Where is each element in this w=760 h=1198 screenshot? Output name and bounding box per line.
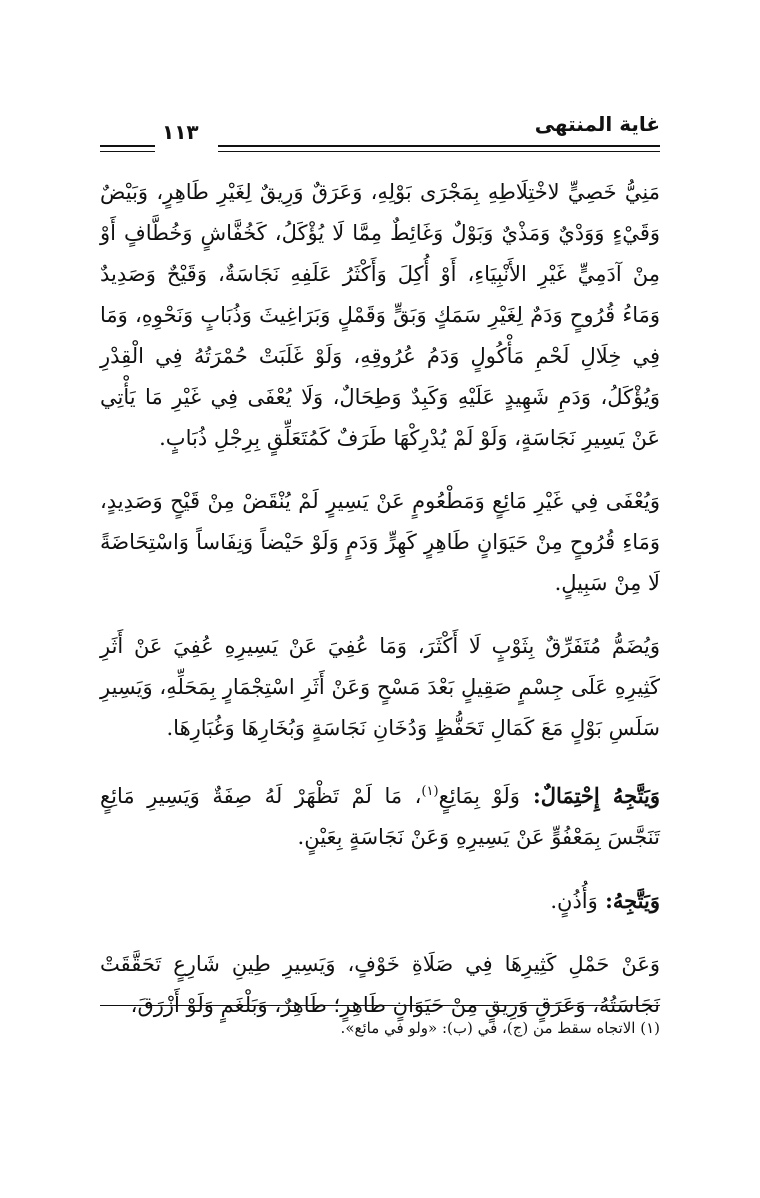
paragraph — [100, 880, 660, 922]
footnote-marker: (١) — [421, 784, 439, 799]
paragraph — [100, 771, 660, 858]
text-run: وَيُضَمُّ مُتَفَرِّقٌ بِثَوْبٍ لَا أَكْثَرَ، وَمَا عُفِيَ عَنْ يَسِيرِهِ عُفِيَ عَنْ أَثَرِ كَثِيرِهِ عَلَى جِسْمٍ صَقِيلٍ بَعْدَ مَسْحٍ وَعَنْ أَثَرِ اسْتِجْمَارٍ بِمَحَلِّهِ، وَيَسِيرِ سَلَسِ بَوْلٍ مَعَ كَمَالِ تَحَفُّظٍ وَدُخَانِ نَجَاسَةٍ وَبُخَارِهَا وَغُبَارِهَا. — [100, 634, 660, 740]
book-title: غاية المنتهى — [534, 112, 660, 136]
text-run: وَلَوْ بِمَائِعٍ — [438, 784, 520, 808]
header-rule-left-bottom — [100, 151, 155, 152]
footnote-rule — [100, 1005, 660, 1006]
paragraph — [100, 944, 660, 1026]
paragraph — [100, 172, 660, 459]
paragraph — [100, 626, 660, 749]
text-run: وَعَنْ حَمْلِ كَثِيرِهَا فِي صَلَاةِ خَوْفٍ، وَيَسِيرِ طِينِ شَارِعٍ تَحَقَّقَتْ نَجَاسَتُهُ، وَعَرَقٍ وَرِيقٍ مِنْ حَيَوَانٍ طَاهِرٍ؛ طَاهِرٌ، وَبَلْغَمٍ وَلَوْ أَزْرَقَ، — [100, 952, 660, 1017]
main-text — [100, 172, 660, 1048]
header-rule-right-top — [218, 145, 660, 147]
header-rule-left-top — [100, 145, 155, 147]
text-run: ، مَا لَمْ تَظْهَرْ لَهُ صِفَةٌ وَيَسِيرِ مَائِعٍ تَنَجَّسَ بِمَعْفُوٍّ عَنْ يَسِيرِهِ وَعَنْ نَجَاسَةٍ بِعَيْنٍ. — [100, 784, 660, 849]
footnote: (١) الاتجاه سقط من (ج)، في (ب): «ولو في مائع». — [340, 1019, 660, 1037]
paragraph — [100, 481, 660, 604]
text-run: وَأُذُنٍ. — [550, 889, 598, 913]
bold-heading-run: وَيَتَّجِهُ إِحْتِمَالٌ: — [519, 783, 661, 808]
bold-heading-run: وَيَتَّجِهُ: — [597, 888, 660, 913]
header-rule-right-bottom — [218, 151, 660, 152]
text-run: مَنِيُّ خَصِيٍّ لاخْتِلَاطِهِ بِمَجْرَى بَوْلِهِ، وَعَرَقٌ وَرِيقٌ لِغَيْرِ طَاهِرٍ، وَبَيْضٌ وَقَيْءٍ وَوَدْيٌ وَمَذْيٌ وَبَوْلٌ وَغَائِطٌ مِمَّا لَا يُؤْكَلُ، كَخُفَّاشٍ وَخُطَّافٍ أَوْ مِنْ آدَمِيٍّ غَيْرِ الأَنْبِيَاءِ، أَوْ أُكِلَ وَأَكْثَرُ عَلَفِهِ نَجَاسَةٌ، وَقَيْحٌ وَصَدِيدٌ وَمَاءُ قُرُوحٍ وَدَمٌ لِغَيْرِ سَمَكٍ وَبَقٍّ وَقَمْلٍ وَبَرَاغِيثَ وَذُبَابٍ وَنَحْوِهِ، وَمَا فِي خِلَالِ لَحْمِ مَأْكُولٍ وَدَمُ عُرُوقِهِ، وَلَوْ غَلَبَتْ حُمْرَتُهُ فِي الْقِدْرِ وَيُؤْكَلُ، وَدَمِ شَهِيدٍ عَلَيْهِ وَكَبِدٌ وَطِحَالٌ، وَلَا يُعْفَى فِي غَيْرِ مَا يَأْتِي عَنْ يَسِيرِ نَجَاسَةٍ، وَلَوْ لَمْ يُدْرِكْهَا طَرَفٌ كَمُتَعَلِّقٍ بِرِجْلِ ذُبَابٍ. — [100, 180, 660, 450]
text-run: وَيُعْفَى فِي غَيْرِ مَائِعٍ وَمَطْعُومٍ عَنْ يَسِيرٍ لَمْ يُنْقَضْ مِنْ قَيْحٍ وَصَدِيدٍ، وَمَاءِ قُرُوحٍ مِنْ حَيَوَانٍ طَاهِرٍ كَهِرٍّ وَدَمٍ وَلَوْ حَيْضاً وَنِفَاساً وَاسْتِحَاضَةً لَا مِنْ سَبِيلٍ. — [100, 489, 660, 595]
page-number: ١١٣ — [162, 120, 199, 144]
